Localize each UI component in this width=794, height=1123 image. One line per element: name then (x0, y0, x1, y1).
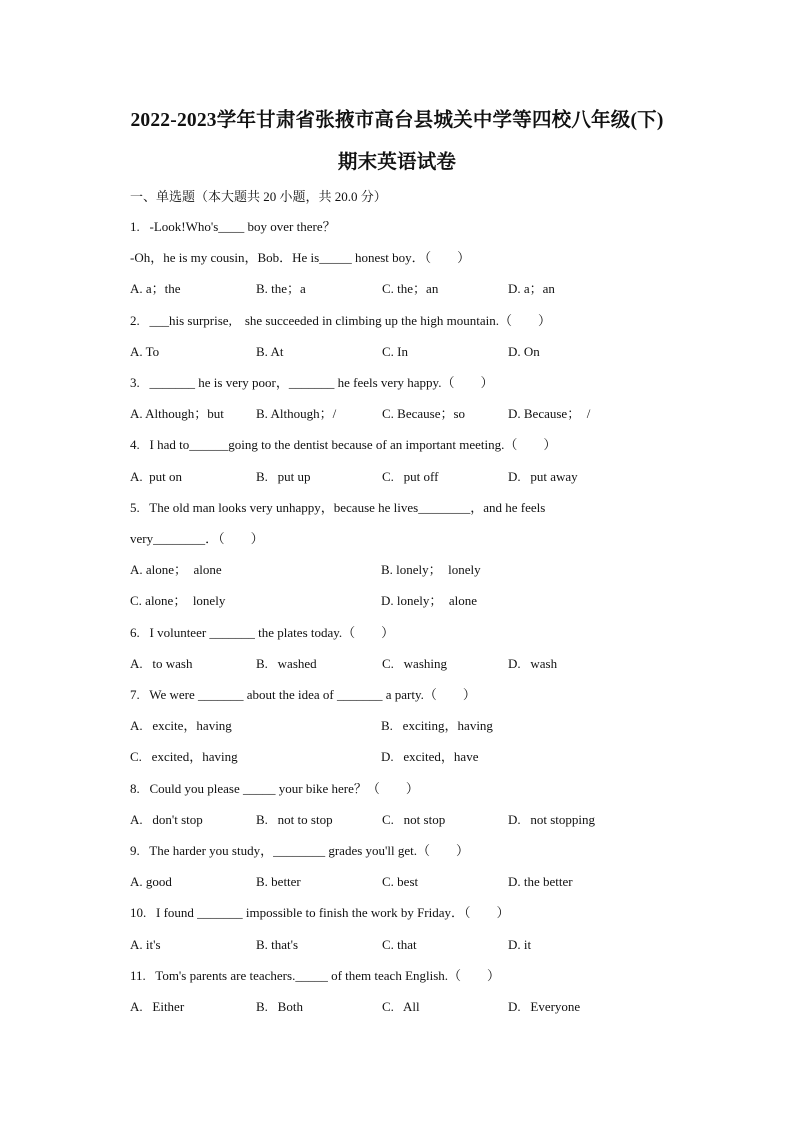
question-11-option-c: C. All (382, 999, 420, 1014)
question-4-option-d: D. put away (508, 469, 578, 484)
question-10-option-d: D. it (508, 937, 532, 952)
question-7-option-c: C. excited，having (130, 749, 238, 764)
question-11-options (130, 998, 690, 1016)
question-11-line-1: 11. Tom's parents are teachers._____ of them teach English.（ ） (130, 968, 501, 983)
question-8-option-d: D. not stopping (508, 812, 596, 827)
question-2-option-d: D. On (508, 344, 540, 359)
question-6-option-a: A. to wash (130, 656, 193, 671)
question-6-option-c: C. washing (382, 656, 447, 671)
question-9-option-c: C. best (382, 874, 419, 889)
question-3-option-b: B. Although；/ (256, 406, 337, 421)
question-6-option-b: B. washed (256, 656, 317, 671)
question-8-option-c: C. not stop (382, 812, 446, 827)
question-9-option-a: A. good (130, 874, 172, 889)
question-2-option-a: A. To (130, 344, 160, 359)
question-8-option-a: A. don't stop (130, 812, 203, 827)
question-5-option-a: A. alone； alone (130, 562, 222, 577)
question-10-option-b: B. that's (256, 937, 299, 952)
question-7-option-a: A. excite，having (130, 718, 232, 733)
question-2-option-c: C. In (382, 344, 408, 359)
question-9-options (130, 873, 690, 891)
question-8-option-b: B. not to stop (256, 812, 333, 827)
question-10-option-a: A. it's (130, 937, 161, 952)
section-heading: 一、单选题（本大题共 20 小题，共 20.0 分） (130, 189, 387, 204)
question-6-line-1: 6. I volunteer _______ the plates today.（ ） (130, 625, 395, 640)
question-1-options (130, 280, 690, 298)
question-8-options (130, 811, 690, 829)
question-10-line-1: 10. I found _______ impossible to finish the work by Friday．（ ） (130, 905, 510, 920)
question-5-options-row-2 (130, 592, 690, 610)
question-5-option-b: B. lonely； lonely (381, 562, 481, 577)
question-1-option-d: D. a；an (508, 281, 555, 296)
question-2-line-1: 2. ___his surprise, she succeeded in climbing up the high mountain.（ ） (130, 313, 551, 328)
question-7-line-1: 7. We were _______ about the idea of _______ a party.（ ） (130, 687, 476, 702)
question-7-option-d: D. excited，have (381, 749, 479, 764)
question-1-line-2: -Oh，he is my cousin，Bob．He is_____ honest boy．（ ） (130, 250, 471, 265)
question-3-option-a: A. Although；but (130, 406, 224, 421)
question-10-option-c: C. that (382, 937, 417, 952)
question-4-option-c: C. put off (382, 469, 439, 484)
question-4-option-b: B. put up (256, 469, 311, 484)
question-11-option-d: D. Everyone (508, 999, 581, 1014)
question-7-options-row-1 (130, 717, 690, 735)
question-9-line-1: 9. The harder you study，________ grades you'll get.（ ） (130, 843, 469, 858)
question-4-option-a: A. put on (130, 469, 182, 484)
question-7-option-b: B. exciting，having (381, 718, 493, 733)
question-5-option-d: D. lonely； alone (381, 593, 478, 608)
question-6-options (130, 655, 690, 673)
exam-title-line-2: 期末英语试卷 (337, 152, 457, 173)
question-1-option-b: B. the；a (256, 281, 306, 296)
question-1-option-a: A. a；the (130, 281, 181, 296)
question-5-option-c: C. alone； lonely (130, 593, 226, 608)
question-2-options (130, 343, 690, 361)
exam-title-line-1: 2022-2023学年甘肃省张掖市高台县城关中学等四校八年级(下) (130, 110, 664, 131)
question-5-options-row-1 (130, 561, 690, 579)
question-8-line-1: 8. Could you please _____ your bike here？（ ） (130, 781, 419, 796)
question-10-options (130, 936, 690, 954)
question-9-option-d: D. the better (508, 874, 573, 889)
question-3-option-c: C. Because；so (382, 406, 466, 421)
question-11-option-a: A. Either (130, 999, 185, 1014)
question-4-line-1: 4. I had to______going to the dentist because of an important meeting.（ ） (130, 437, 557, 452)
question-1-option-c: C. the；an (382, 281, 439, 296)
question-3-line-1: 3. _______ he is very poor，_______ he feels very happy.（ ） (130, 375, 494, 390)
question-7-options-row-2 (130, 748, 690, 766)
question-3-options (130, 405, 690, 423)
question-4-options (130, 468, 690, 486)
question-5-line-1: 5. The old man looks very unhappy，because he lives________，and he feels (130, 500, 546, 515)
question-11-option-b: B. Both (256, 999, 303, 1014)
question-1-line-1: 1. -Look!Who's____ boy over there？ (130, 219, 336, 234)
question-2-option-b: B. At (256, 344, 284, 359)
question-9-option-b: B. better (256, 874, 301, 889)
question-6-option-d: D. wash (508, 656, 558, 671)
question-5-line-2: very________．（ ） (130, 531, 264, 546)
question-3-option-d: D. Because； / (508, 406, 591, 421)
